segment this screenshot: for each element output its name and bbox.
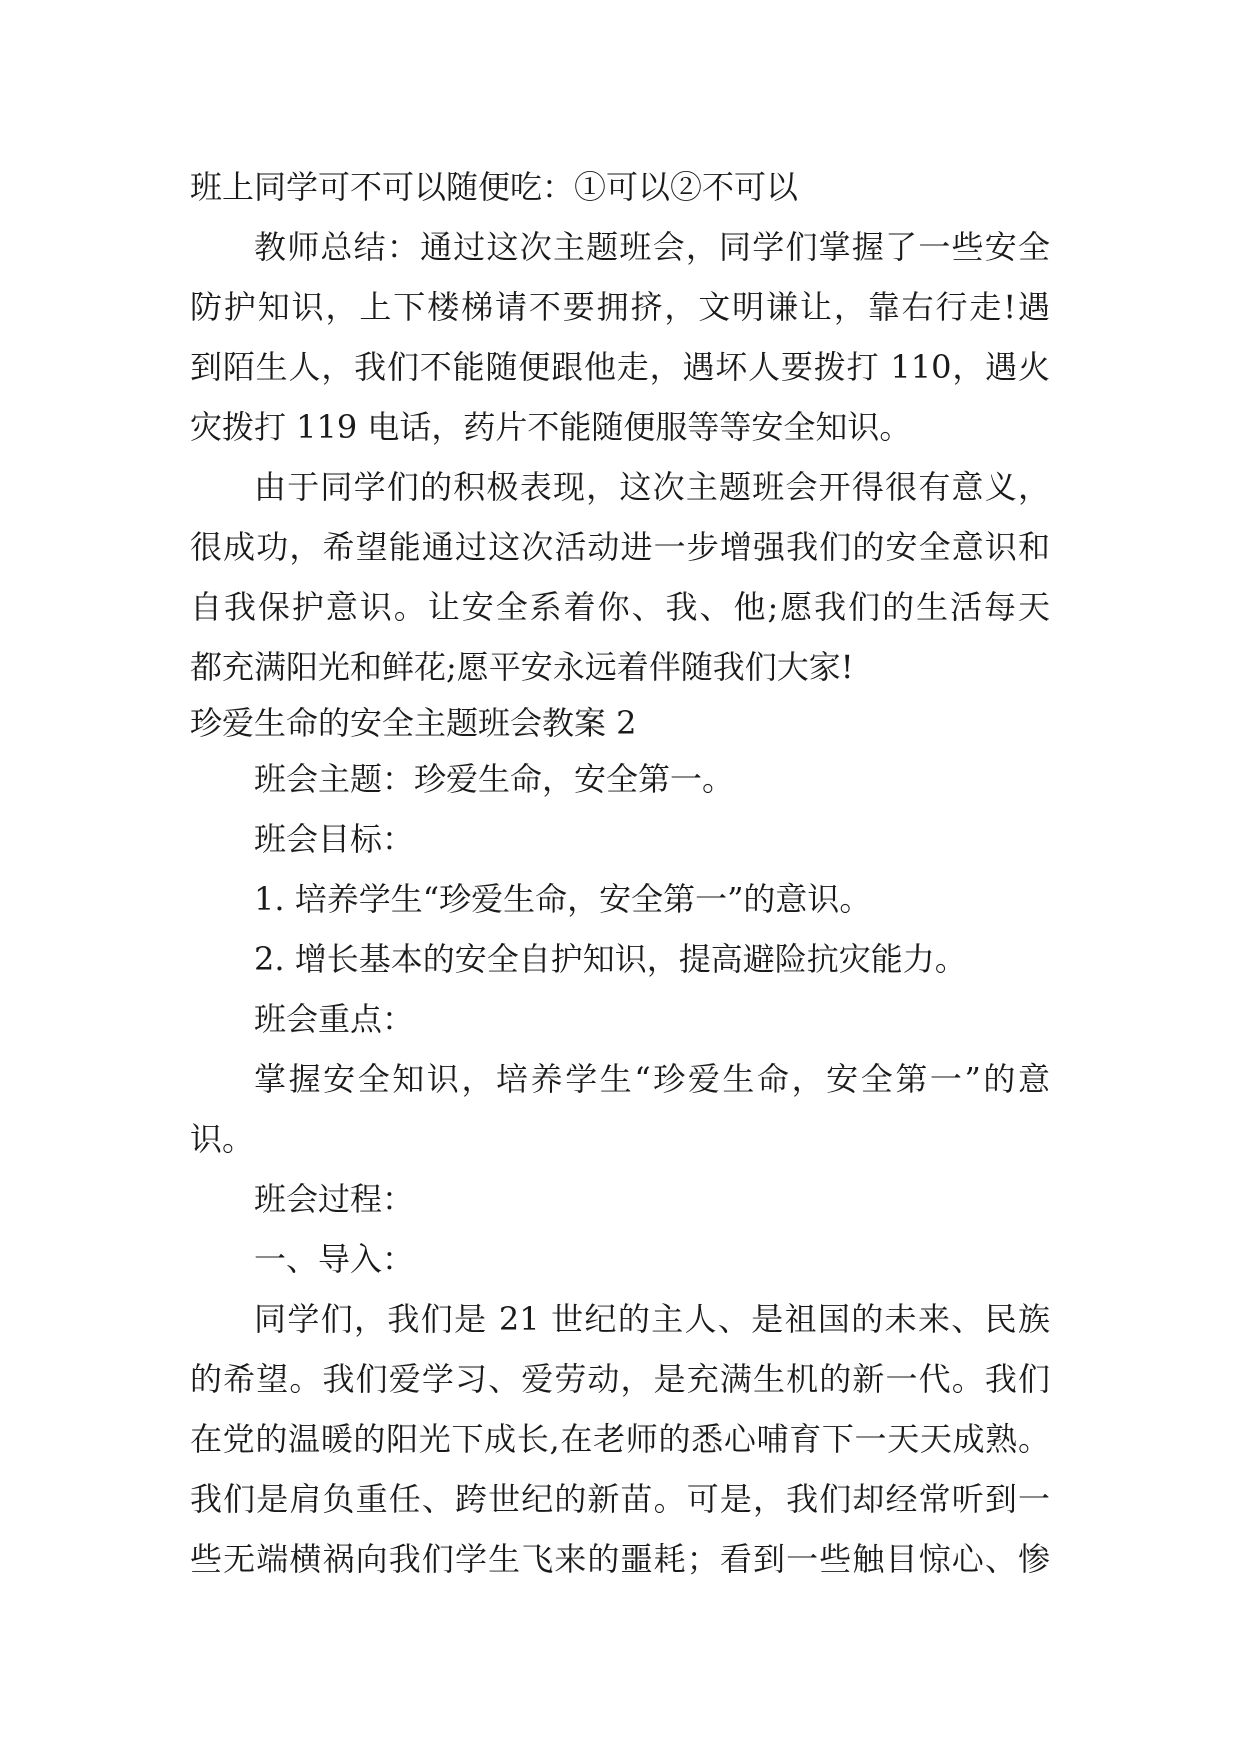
paragraph-line: 些无端横祸向我们学生飞来的噩耗；看到一些触目惊心、惨 — [190, 1540, 1050, 1578]
paragraph-line: 班上同学可不可以随便吃：①可以②不可以 — [190, 168, 799, 206]
paragraph-line: 班会目标： — [254, 820, 415, 858]
paragraph-line: 自我保护意识。让安全系着你、我、他;愿我们的生活每天 — [190, 588, 1050, 626]
paragraph-line: 灾拨打 119 电话，药片不能随便服等等安全知识。 — [190, 408, 912, 446]
paragraph-line: 都充满阳光和鲜花;愿平安永远着伴随我们大家! — [190, 648, 854, 686]
list-item: 1. 培养学生“珍爱生命，安全第一”的意识。 — [254, 880, 872, 918]
paragraph-line: 我们是肩负重任、跨世纪的新苗。可是，我们却经常听到一 — [190, 1480, 1050, 1518]
paragraph-line: 班会重点： — [254, 1000, 415, 1038]
paragraph-line: 掌握安全知识，培养学生“珍爱生命，安全第一”的意 — [254, 1060, 1050, 1098]
paragraph-line: 防护知识，上下楼梯请不要拥挤，文明谦让，靠右行走!遇 — [190, 288, 1050, 326]
paragraph-line: 一、导入： — [254, 1240, 415, 1278]
paragraph-line: 到陌生人，我们不能随便跟他走，遇坏人要拨打 110，遇火 — [190, 348, 1050, 386]
paragraph-line: 的希望。我们爱学习、爱劳动，是充满生机的新一代。我们 — [190, 1360, 1050, 1398]
paragraph-line: 班会主题：珍爱生命，安全第一。 — [254, 760, 735, 798]
paragraph-line: 在党的温暖的阳光下成长,在老师的悉心哺育下一天天成熟。 — [190, 1420, 1050, 1458]
section-heading: 珍爱生命的安全主题班会教案 2 — [190, 704, 637, 742]
list-item: 2. 增长基本的安全自护知识，提高避险抗灾能力。 — [254, 940, 967, 978]
paragraph-line: 同学们，我们是 21 世纪的主人、是祖国的未来、民族 — [254, 1300, 1050, 1338]
paragraph-line: 识。 — [190, 1120, 255, 1158]
paragraph-line: 班会过程： — [254, 1180, 415, 1218]
paragraph-line: 由于同学们的积极表现，这次主题班会开得很有意义， — [254, 468, 1050, 506]
paragraph-line: 教师总结：通过这次主题班会，同学们掌握了一些安全 — [254, 228, 1050, 266]
document-body — [190, 157, 1050, 1589]
paragraph-line: 很成功，希望能通过这次活动进一步增强我们的安全意识和 — [190, 528, 1050, 566]
